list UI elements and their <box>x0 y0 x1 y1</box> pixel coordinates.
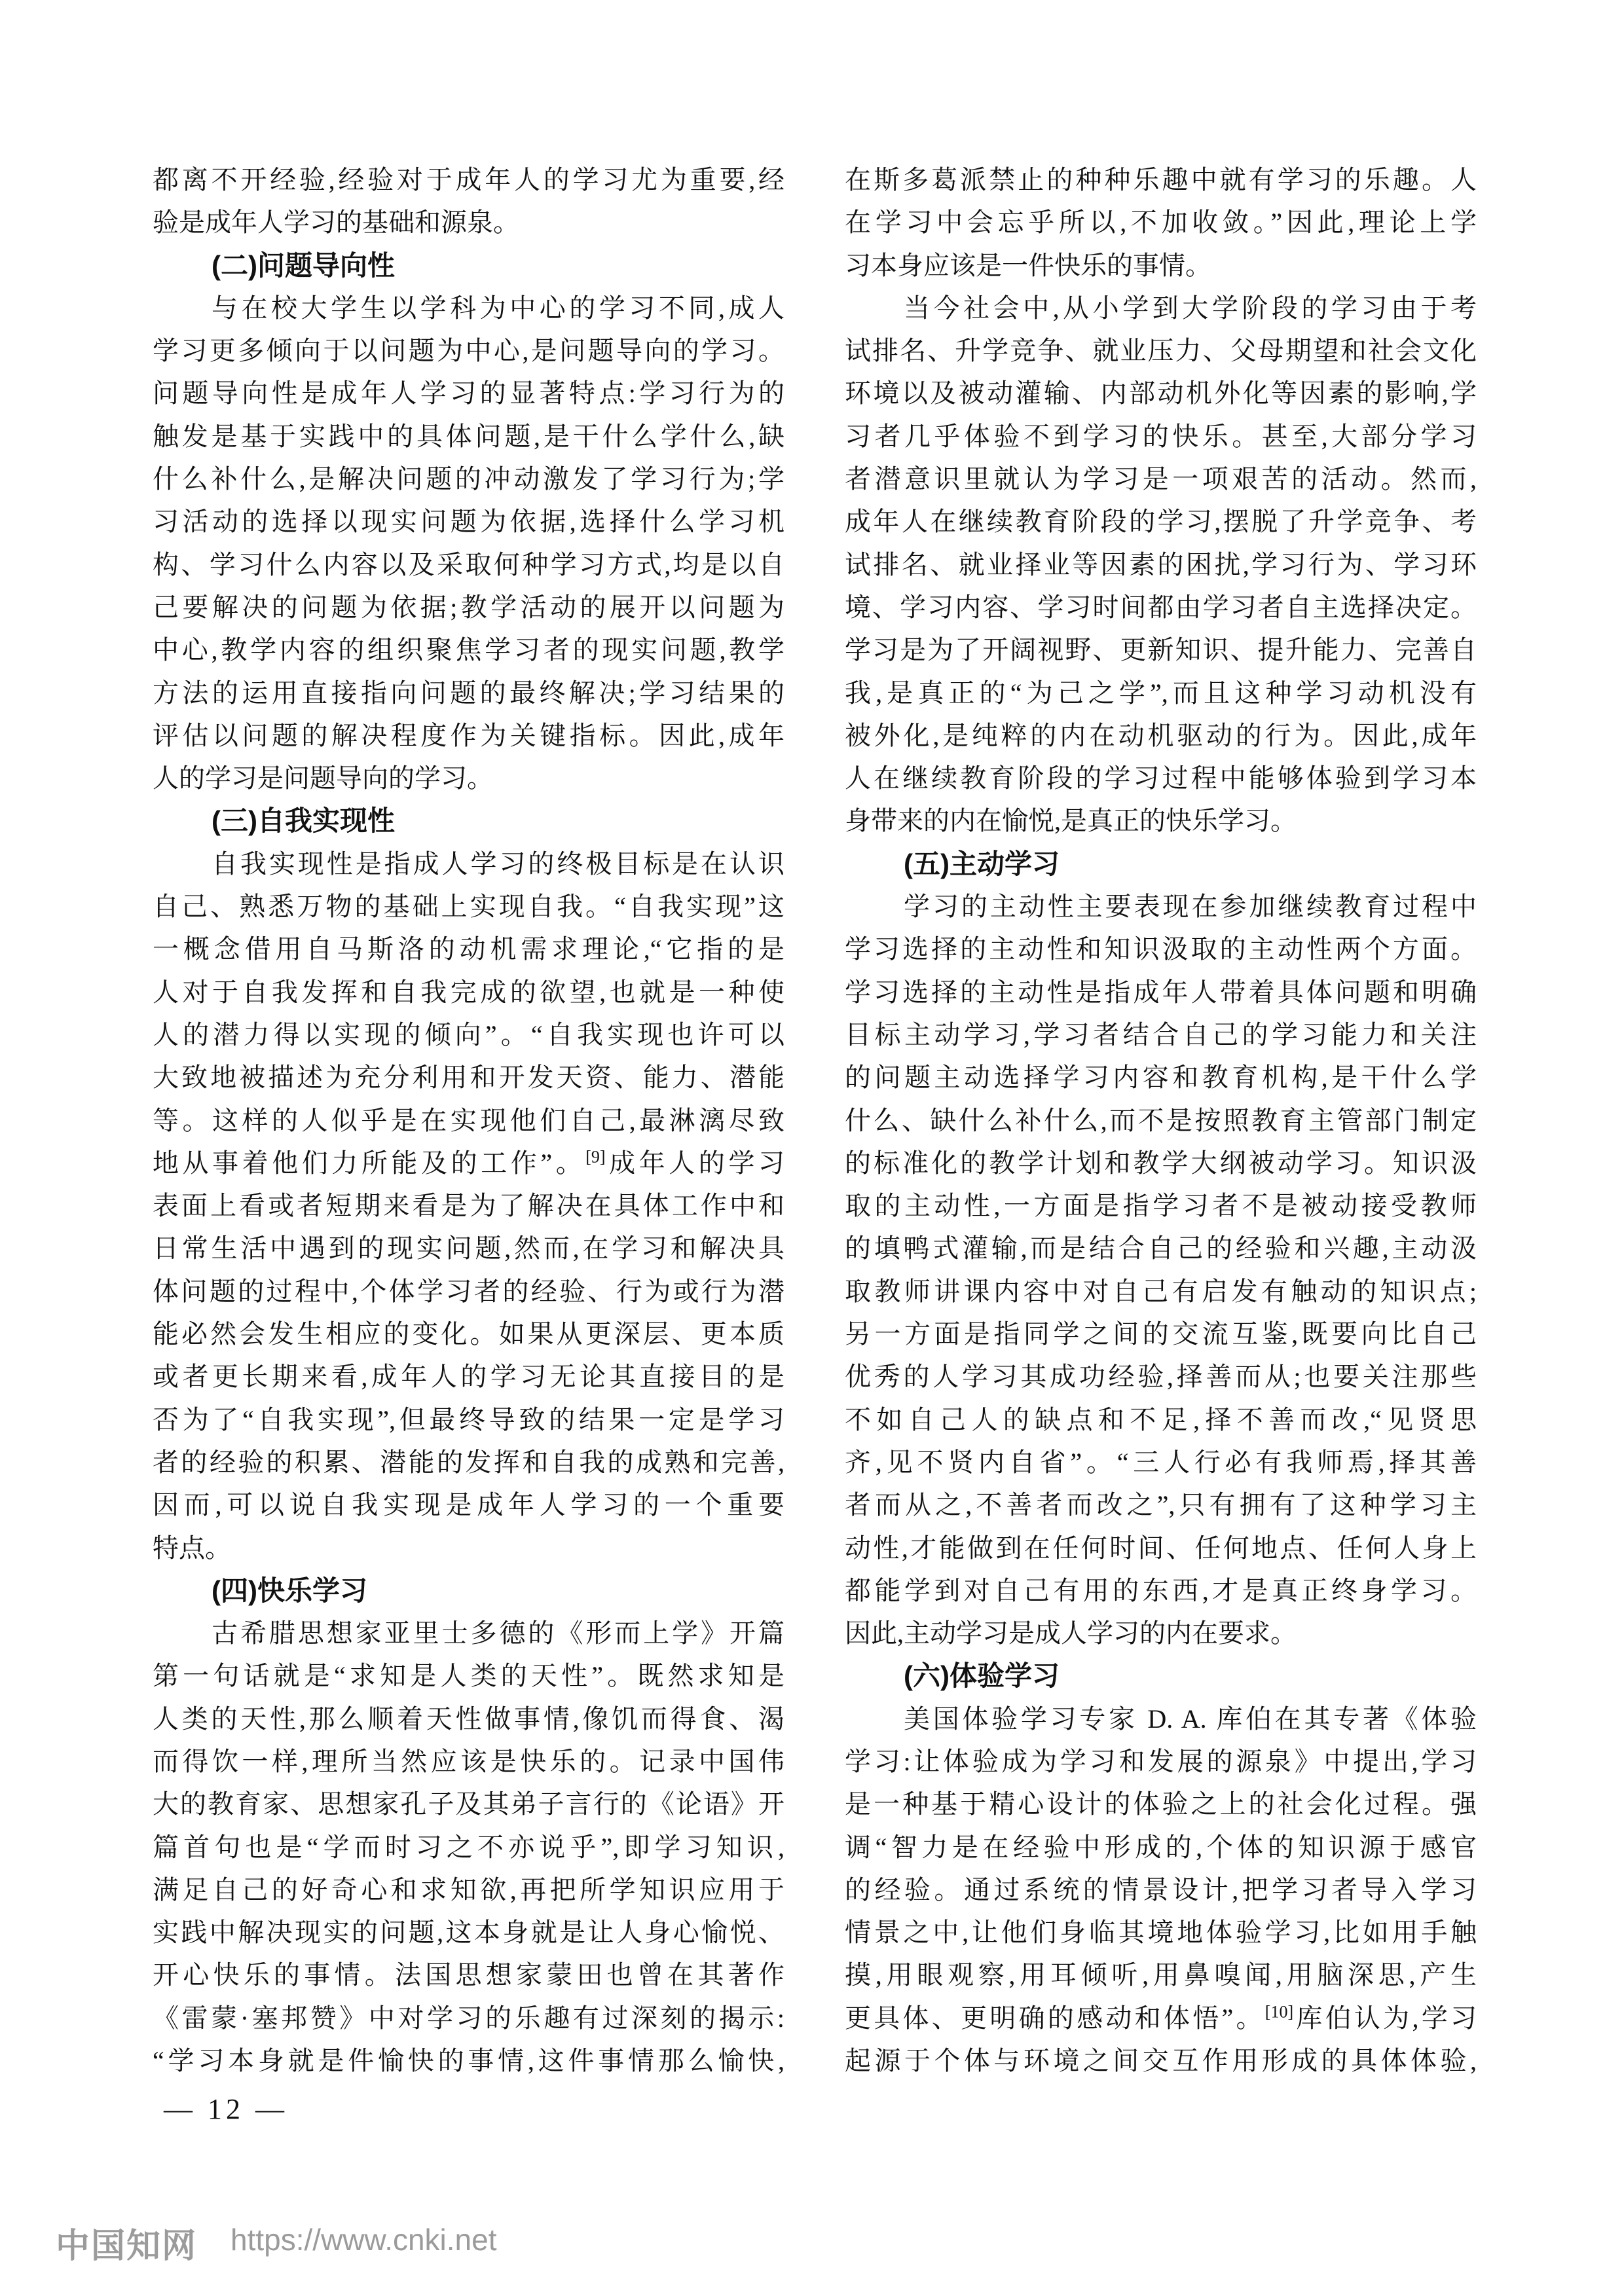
section-heading: (三)自我实现性 <box>212 805 395 837</box>
text-line: 摸,用眼观察,用耳倾听,用鼻嗅闻,用脑深思,产生 <box>845 1960 1477 1990</box>
text-line: 身带来的内在愉悦,是真正的快乐学习。 <box>845 806 1297 836</box>
text-line: 情景之中,让他们身临其境地体验学习,比如用手触 <box>845 1918 1477 1948</box>
text-line: 目标主动学习,学习者结合自己的学习能力和关注 <box>845 1019 1477 1049</box>
text-line: 人的学习是问题导向的学习。 <box>153 763 493 793</box>
text-line: 大的教育家、思想家孔子及其弟子言行的《论语》开 <box>153 1789 784 1819</box>
text-line: 的填鸭式灌输,而是结合自己的经验和兴趣,主动汲 <box>845 1233 1477 1264</box>
text-line: 的问题主动选择学习内容和教育机构,是干什么学 <box>845 1063 1477 1093</box>
text-line: 第一句话就是“求知是人类的天性”。既然求知是 <box>153 1661 784 1691</box>
section-heading: (六)体验学习 <box>904 1660 1060 1692</box>
text-line: 方法的运用直接指向问题的最终解决;学习结果的 <box>153 678 784 708</box>
cnki-site-name: 中国知网 <box>56 2227 198 2265</box>
text-line: 等。这样的人似乎是在实现他们自己,最淋漓尽致 <box>153 1105 784 1135</box>
text-line: 习本身应该是一件快乐的事情。 <box>845 250 1211 280</box>
text-line: 自己、熟悉万物的基础上实现自我。“自我实现”这 <box>153 892 784 922</box>
text-line: 一概念借用自马斯洛的动机需求理论,“它指的是 <box>153 934 784 964</box>
text-line: 中心,教学内容的组织聚焦学习者的现实问题,教学 <box>153 635 784 665</box>
text-line: “学习本身就是件愉快的事情,这件事情那么愉快, <box>153 2046 784 2076</box>
text-line: 学习:让体验成为学习和发展的源泉》中提出,学习 <box>845 1746 1477 1776</box>
text-line: 起源于个体与环境之间交互作用形成的具体体验, <box>845 2046 1477 2076</box>
cnki-site-url: https://www.cnki.net <box>231 2223 497 2257</box>
text-line: 齐,见不贤内自省”。“三人行必有我师焉,择其善 <box>845 1447 1477 1477</box>
text-line: 在学习中会忘乎所以,不加收敛。”因此,理论上学 <box>845 208 1477 238</box>
text-line: 触发是基于实践中的具体问题,是干什么学什么,缺 <box>153 421 784 451</box>
text-line: 在斯多葛派禁止的种种乐趣中就有学习的乐趣。人 <box>845 165 1477 194</box>
text-column-left <box>153 158 784 2082</box>
text-line: 当今社会中,从小学到大学阶段的学习由于考 <box>904 293 1477 323</box>
text-line: 我,是真正的“为己之学”,而且这种学习动机没有 <box>845 678 1477 708</box>
text-line: 人类的天性,那么顺着天性做事情,像饥而得食、渴 <box>153 1704 784 1734</box>
text-line: 调“智力是在经验中形成的,个体的知识源于感官 <box>845 1832 1477 1862</box>
text-line: 习者几乎体验不到学习的快乐。甚至,大部分学习 <box>845 421 1477 451</box>
page-number: — 12 — <box>164 2093 288 2125</box>
text-line: 更具体、更明确的感动和体悟”。[10]库伯认为,学习 <box>845 2002 1477 2033</box>
text-line: 习活动的选择以现实问题为依据,选择什么学习机 <box>153 507 784 537</box>
text-line: 学习选择的主动性是指成年人带着具体问题和明确 <box>845 977 1477 1007</box>
text-line: 能必然会发生相应的变化。如果从更深层、更本质 <box>153 1319 784 1349</box>
text-line: 验是成年人学习的基础和源泉。 <box>153 208 519 238</box>
text-line: 地从事着他们力所能及的工作”。[9]成年人的学习 <box>153 1147 784 1178</box>
text-line: 境、学习内容、学习时间都由学习者自主选择决定。 <box>845 592 1477 622</box>
text-line: 学习的主动性主要表现在参加继续教育过程中 <box>904 892 1477 922</box>
text-line: 取的主动性,一方面是指学习者不是被动接受教师 <box>845 1191 1477 1221</box>
text-line: 另一方面是指同学之间的交流互鉴,既要向比自己 <box>845 1319 1477 1349</box>
text-line: 学习是为了开阔视野、更新知识、提升能力、完善自 <box>845 635 1477 665</box>
text-line: 优秀的人学习其成功经验,择善而从;也要关注那些 <box>845 1362 1477 1392</box>
text-line: 因而,可以说自我实现是成年人学习的一个重要 <box>153 1490 784 1520</box>
text-column-right <box>845 158 1477 2082</box>
text-line: 古希腊思想家亚里士多德的《形而上学》开篇 <box>212 1618 784 1649</box>
text-line: 《雷蒙·塞邦赞》中对学习的乐趣有过深刻的揭示: <box>153 2003 784 2033</box>
text-line: 日常生活中遇到的现实问题,然而,在学习和解决具 <box>153 1233 784 1264</box>
text-line: 而得饮一样,理所当然应该是快乐的。记录中国伟 <box>153 1746 784 1776</box>
text-line: 取教师讲课内容中对自己有启发有触动的知识点; <box>845 1276 1477 1306</box>
text-line: 篇首句也是“学而时习之不亦说乎”,即学习知识, <box>153 1832 784 1862</box>
text-line: 试排名、就业择业等因素的困扰,学习行为、学习环 <box>845 549 1477 579</box>
text-line: 者潜意识里就认为学习是一项艰苦的活动。然而, <box>845 464 1477 494</box>
text-line: 成年人在继续教育阶段的学习,摆脱了升学竞争、考 <box>845 507 1477 537</box>
section-heading: (五)主动学习 <box>904 848 1060 879</box>
text-line: 美国体验学习专家 D. A. 库伯在其专著《体验 <box>904 1704 1477 1734</box>
text-line: 实践中解决现实的问题,这本身就是让人身心愉悦、 <box>153 1918 784 1948</box>
section-heading: (二)问题导向性 <box>212 249 395 281</box>
text-line: 什么补什么,是解决问题的冲动激发了学习行为;学 <box>153 464 784 494</box>
text-line: 评估以问题的解决程度作为关键指标。因此,成年 <box>153 720 784 750</box>
text-line: 与在校大学生以学科为中心的学习不同,成人 <box>212 293 784 323</box>
text-line: 表面上看或者短期来看是为了解决在具体工作中和 <box>153 1191 784 1221</box>
text-line: 人对于自我发挥和自我完成的欲望,也就是一种使 <box>153 977 784 1007</box>
text-line: 都能学到对自己有用的东西,才是真正终身学习。 <box>845 1575 1477 1605</box>
text-line: 人在继续教育阶段的学习过程中能够体验到学习本 <box>845 763 1477 793</box>
text-line: 的经验。通过系统的情景设计,把学习者导入学习 <box>845 1874 1477 1904</box>
text-line: 学习选择的主动性和知识汲取的主动性两个方面。 <box>845 934 1477 964</box>
text-line: 什么、缺什么补什么,而不是按照教育主管部门制定 <box>845 1105 1477 1135</box>
text-line: 问题导向性是成年人学习的显著特点:学习行为的 <box>153 378 784 409</box>
text-line: 自我实现性是指成人学习的终极目标是在认识 <box>212 848 784 879</box>
text-line: 不如自己人的缺点和不足,择不善而改,“见贤思 <box>845 1404 1477 1434</box>
text-line: 是一种基于精心设计的体验之上的社会化过程。强 <box>845 1789 1477 1819</box>
text-line: 特点。 <box>153 1533 231 1563</box>
text-line: 体问题的过程中,个体学习者的经验、行为或行为潜 <box>153 1276 784 1306</box>
text-line: 否为了“自我实现”,但最终导致的结果一定是学习 <box>153 1404 784 1434</box>
text-line: 的标准化的教学计划和教学大纲被动学习。知识汲 <box>845 1148 1477 1178</box>
text-line: 或者更长期来看,成年人的学习无论其直接目的是 <box>153 1362 784 1392</box>
text-line: 者的经验的积累、潜能的发挥和自我的成熟和完善, <box>153 1447 784 1477</box>
text-line: 都离不开经验,经验对于成年人的学习尤为重要,经 <box>153 165 784 194</box>
text-line: 大致地被描述为充分利用和开发天资、能力、潜能 <box>153 1063 784 1093</box>
text-line: 人的潜力得以实现的倾向”。“自我实现也许可以 <box>153 1019 784 1049</box>
text-line: 开心快乐的事情。法国思想家蒙田也曾在其著作 <box>153 1960 784 1990</box>
footer <box>0 2218 1624 2264</box>
text-line: 者而从之,不善者而改之”,只有拥有了这种学习主 <box>845 1490 1477 1520</box>
text-line: 构、学习什么内容以及采取何种学习方式,均是以自 <box>153 549 784 579</box>
text-line: 试排名、升学竞争、就业压力、父母期望和社会文化 <box>845 336 1477 366</box>
text-line: 学习更多倾向于以问题为中心,是问题导向的学习。 <box>153 336 784 366</box>
text-line: 被外化,是纯粹的内在动机驱动的行为。因此,成年 <box>845 720 1477 750</box>
text-line: 动性,才能做到在任何时间、任何地点、任何人身上 <box>845 1533 1477 1563</box>
text-line: 因此,主动学习是成人学习的内在要求。 <box>845 1618 1297 1649</box>
section-heading: (四)快乐学习 <box>212 1575 367 1606</box>
text-line: 满足自己的好奇心和求知欲,再把所学知识应用于 <box>153 1874 784 1904</box>
text-line: 己要解决的问题为依据;教学活动的展开以问题为 <box>153 592 784 622</box>
text-line: 环境以及被动灌输、内部动机外化等因素的影响,学 <box>845 378 1477 409</box>
